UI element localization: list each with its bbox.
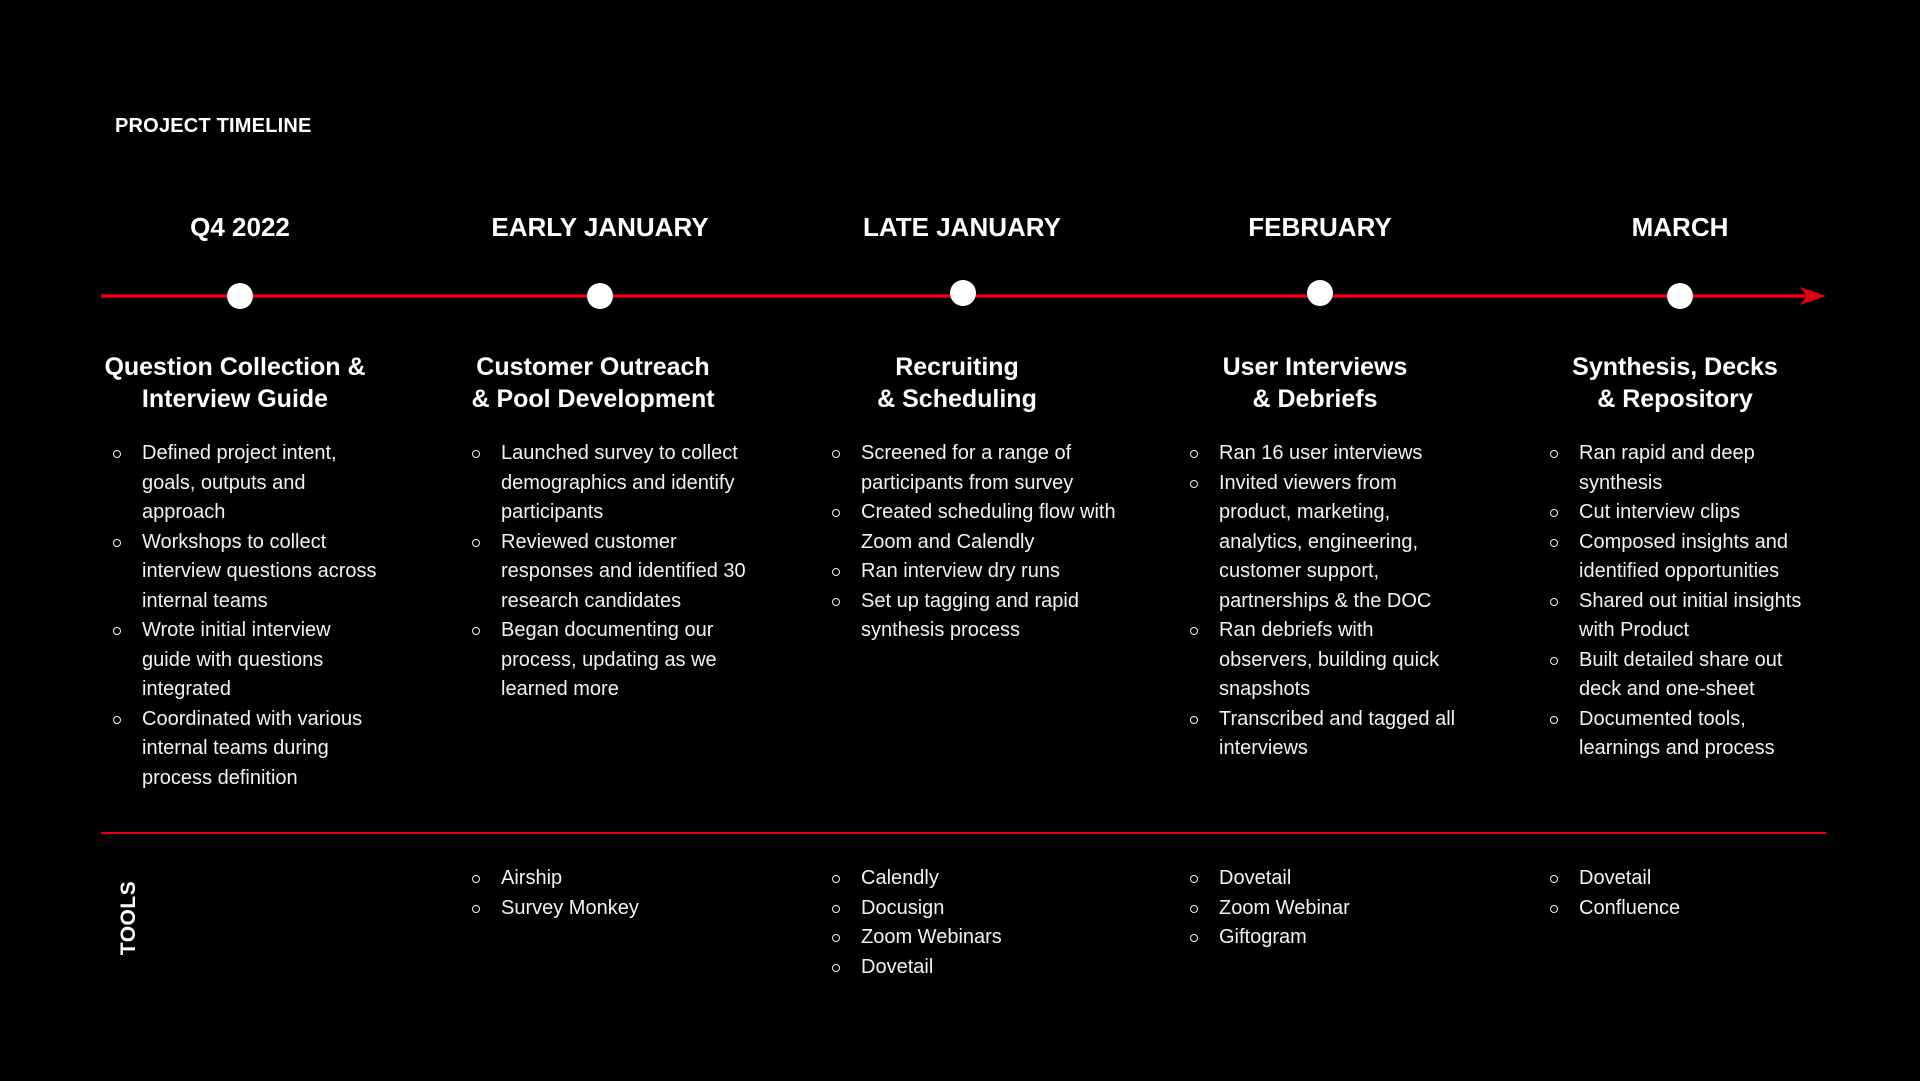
phase-title [1505,351,1845,415]
tool-item: Giftogram [1190,923,1350,953]
tool-item: Dovetail [1190,864,1350,894]
timeline-milestone-dot [1667,283,1693,309]
list-item: Ran 16 user interviews [1190,439,1460,469]
phase-bullet-list [832,439,1117,646]
list-item: Workshops to collect interview questions across internal teams [113,528,383,617]
phase-bullet-list [1190,439,1460,764]
period-label: Q4 2022 [190,212,290,242]
phase-title [1145,351,1485,415]
phase-title [787,351,1127,415]
phase-bullet-list [472,439,747,705]
tool-item: Dovetail [1550,864,1680,894]
phase-bullet-list [1550,439,1825,764]
list-item: Ran interview dry runs [832,557,1117,587]
list-item: Screened for a range of participants from survey [832,439,1117,498]
list-item: Coordinated with various internal teams during process definition [113,705,383,794]
list-item: Built detailed share out deck and one-sheet [1550,646,1825,705]
phase-title-line: Synthesis, Decks [1572,353,1778,381]
timeline-milestone-dot [587,283,613,309]
list-item: Shared out initial insights with Product [1550,587,1825,646]
list-item: Invited viewers from product, marketing, analytics, engineering, customer support, partnerships & the DOC [1190,469,1460,617]
phase-title-line: & Scheduling [877,385,1037,413]
page-title: PROJECT TIMELINE [115,115,312,137]
period-label: LATE JANUARY [863,212,1061,242]
tool-item: Docusign [832,894,1002,924]
tools-list [472,864,639,923]
phase-title-line: & Repository [1597,385,1753,413]
tools-list [1190,864,1350,953]
phase-title-line: & Debriefs [1252,385,1378,413]
list-item: Composed insights and identified opportunities [1550,528,1825,587]
list-item: Created scheduling flow with Zoom and Calendly [832,498,1117,557]
tool-item: Zoom Webinars [832,923,1002,953]
tool-item: Confluence [1550,894,1680,924]
tools-list [1550,864,1680,923]
list-item: Wrote initial interview guide with questions integrated [113,616,383,705]
list-item: Ran debriefs with observers, building quick snapshots [1190,616,1460,705]
list-item: Began documenting our process, updating as we learned more [472,616,747,705]
timeline-milestone-dot [950,280,976,306]
phase-title-line: Recruiting [895,353,1019,381]
period-label: MARCH [1631,212,1729,242]
timeline-arrowhead [1800,287,1826,305]
phase-title-line: User Interviews [1222,353,1408,381]
list-item: Reviewed customer responses and identified 30 research candidates [472,528,747,617]
tool-item: Zoom Webinar [1190,894,1350,924]
tool-item: Airship [472,864,639,894]
phase-title-line: Question Collection & [104,353,366,381]
phase-title [65,351,405,415]
tool-item: Dovetail [832,953,1002,983]
list-item: Ran rapid and deep synthesis [1550,439,1825,498]
tool-item: Survey Monkey [472,894,639,924]
list-item: Set up tagging and rapid synthesis process [832,587,1117,646]
tool-item: Calendly [832,864,1002,894]
phase-title-line: Interview Guide [141,385,329,413]
list-item: Launched survey to collect demographics and identify participants [472,439,747,528]
timeline-milestone-dot [1307,280,1333,306]
phase-title-line: & Pool Development [471,385,715,413]
phase-title-line: Customer Outreach [476,353,710,381]
list-item: Documented tools, learnings and process [1550,705,1825,764]
period-label: EARLY JANUARY [491,212,709,242]
phase-title [423,351,763,415]
tools-label: TOOLS [117,880,140,956]
list-item: Cut interview clips [1550,498,1825,528]
period-label: FEBRUARY [1248,212,1392,242]
timeline-milestone-dot [227,283,253,309]
list-item: Transcribed and tagged all interviews [1190,705,1460,764]
phase-bullet-list [113,439,383,793]
list-item: Defined project intent, goals, outputs and approach [113,439,383,528]
tools-list [832,864,1002,982]
